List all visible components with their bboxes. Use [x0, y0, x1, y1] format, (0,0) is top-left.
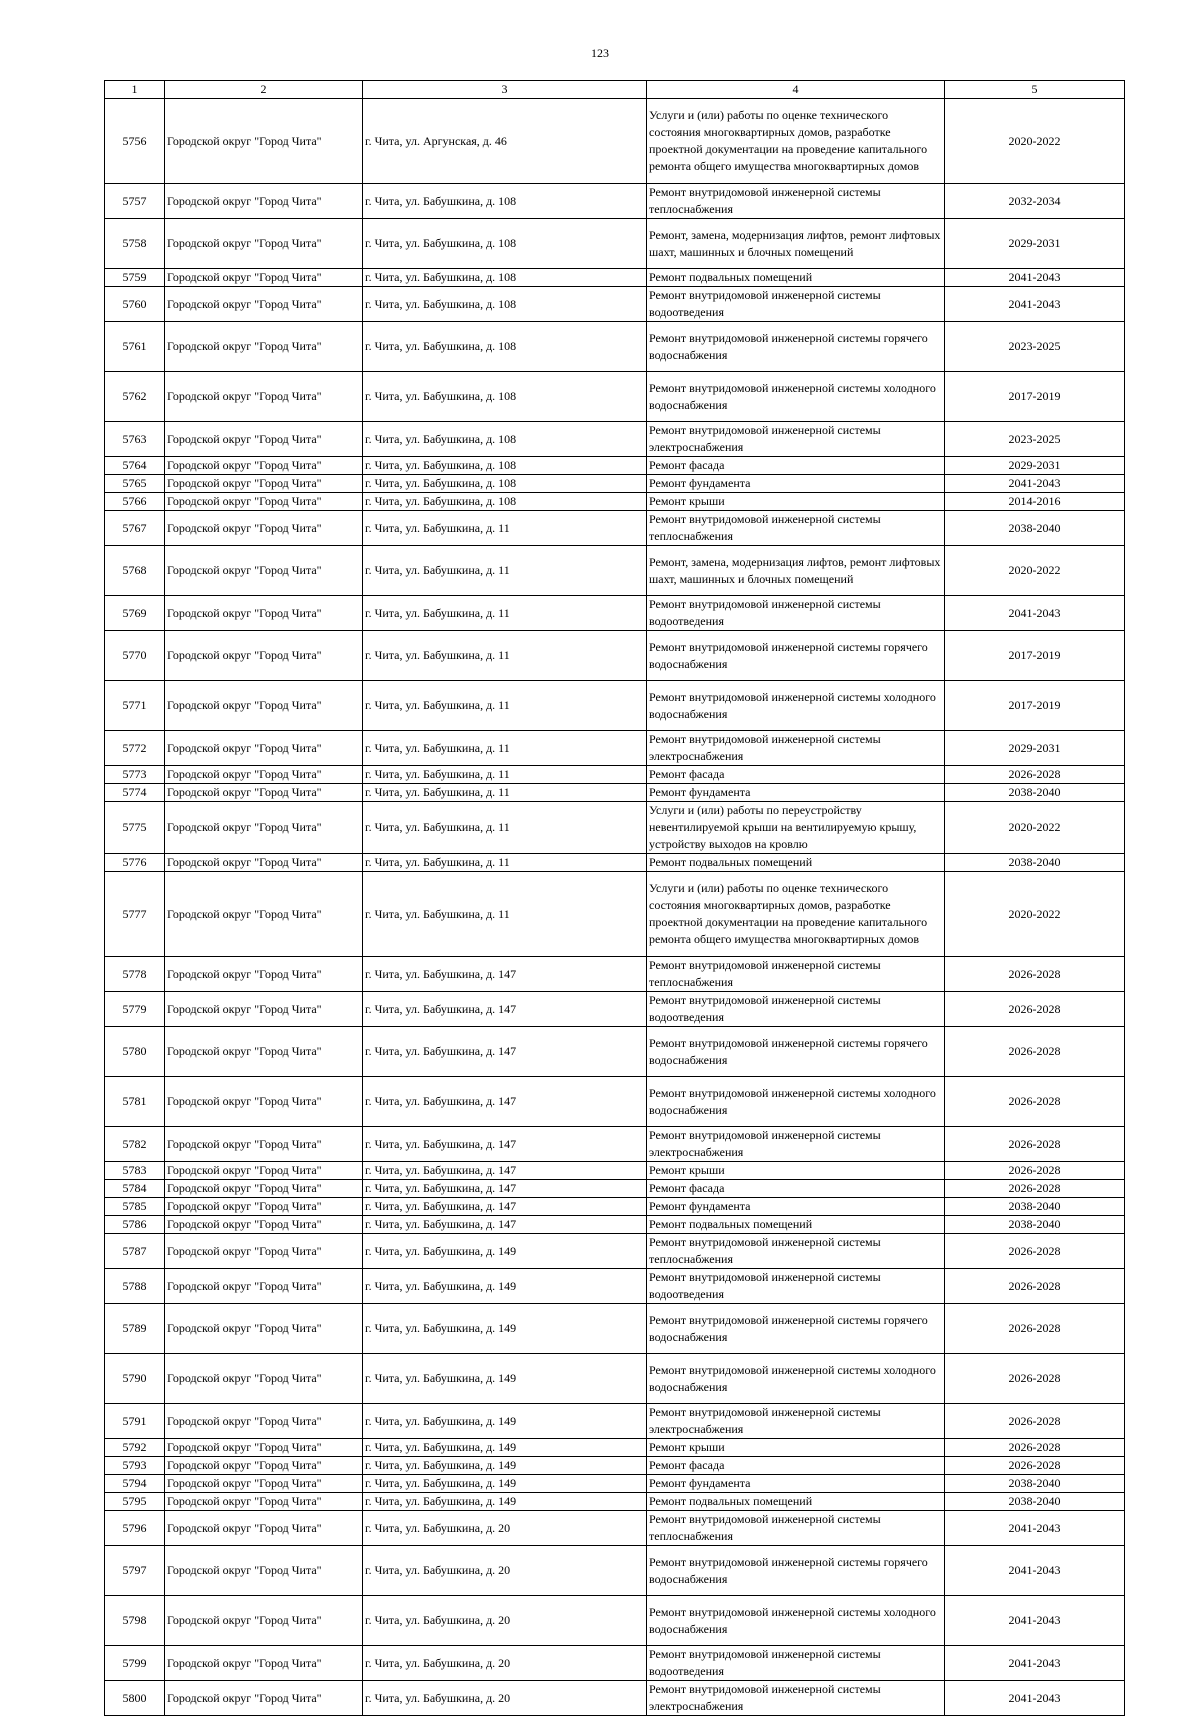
- work-type-cell: Ремонт крыши: [647, 493, 945, 511]
- period-cell: 2026-2028: [945, 1404, 1125, 1439]
- row-number-cell: 5773: [105, 766, 165, 784]
- work-type-cell: Ремонт фундамента: [647, 475, 945, 493]
- address-cell: г. Чита, ул. Бабушкина, д. 20: [363, 1681, 647, 1716]
- table-row: [105, 957, 1125, 992]
- municipality-cell: Городской округ "Город Чита": [165, 322, 363, 372]
- row-number-cell: 5770: [105, 631, 165, 681]
- municipality-cell: Городской округ "Город Чита": [165, 766, 363, 784]
- work-type-cell: Ремонт внутридомовой инженерной системы электроснабжения: [647, 1681, 945, 1716]
- municipality-cell: Городской округ "Город Чита": [165, 219, 363, 269]
- municipality-cell: Городской округ "Город Чита": [165, 731, 363, 766]
- period-cell: 2020-2022: [945, 99, 1125, 184]
- address-cell: г. Чита, ул. Бабушкина, д. 147: [363, 1180, 647, 1198]
- work-type-cell: Ремонт внутридомовой инженерной системы теплоснабжения: [647, 184, 945, 219]
- period-cell: 2023-2025: [945, 322, 1125, 372]
- work-type-cell: Ремонт внутридомовой инженерной системы холодного водоснабжения: [647, 681, 945, 731]
- address-cell: г. Чита, ул. Бабушкина, д. 149: [363, 1439, 647, 1457]
- row-number-cell: 5789: [105, 1304, 165, 1354]
- row-number-cell: 5783: [105, 1162, 165, 1180]
- work-type-cell: Ремонт крыши: [647, 1162, 945, 1180]
- municipality-cell: Городской округ "Город Чита": [165, 1198, 363, 1216]
- table-row: [105, 872, 1125, 957]
- address-cell: г. Чита, ул. Бабушкина, д. 11: [363, 631, 647, 681]
- municipality-cell: Городской округ "Город Чита": [165, 493, 363, 511]
- address-cell: г. Чита, ул. Бабушкина, д. 108: [363, 493, 647, 511]
- table-row: [105, 1269, 1125, 1304]
- period-cell: 2038-2040: [945, 511, 1125, 546]
- address-cell: г. Чита, ул. Бабушкина, д. 108: [363, 372, 647, 422]
- period-cell: 2041-2043: [945, 1596, 1125, 1646]
- table-row: [105, 731, 1125, 766]
- table-row: [105, 287, 1125, 322]
- table-row: [105, 546, 1125, 596]
- row-number-cell: 5769: [105, 596, 165, 631]
- work-type-cell: Ремонт внутридомовой инженерной системы водоотведения: [647, 287, 945, 322]
- address-cell: г. Чита, ул. Бабушкина, д. 108: [363, 475, 647, 493]
- period-cell: 2026-2028: [945, 1439, 1125, 1457]
- work-type-cell: Ремонт внутридомовой инженерной системы холодного водоснабжения: [647, 1354, 945, 1404]
- municipality-cell: Городской округ "Город Чита": [165, 596, 363, 631]
- work-type-cell: Услуги и (или) работы по оценке технического состояния многоквартирных домов, разработке проектной документации на проведение капитального ремонта общего имущества многоквартирных домов: [647, 872, 945, 957]
- table-row: [105, 802, 1125, 854]
- row-number-cell: 5780: [105, 1027, 165, 1077]
- municipality-cell: Городской округ "Город Чита": [165, 1354, 363, 1404]
- municipality-cell: Городской округ "Город Чита": [165, 1162, 363, 1180]
- row-number-cell: 5786: [105, 1216, 165, 1234]
- work-type-cell: Ремонт внутридомовой инженерной системы электроснабжения: [647, 1404, 945, 1439]
- address-cell: г. Чита, ул. Бабушкина, д. 11: [363, 596, 647, 631]
- municipality-cell: Городской округ "Город Чита": [165, 287, 363, 322]
- table-row: [105, 854, 1125, 872]
- address-cell: г. Чита, ул. Бабушкина, д. 149: [363, 1234, 647, 1269]
- municipality-cell: Городской округ "Город Чита": [165, 1304, 363, 1354]
- table-row: [105, 475, 1125, 493]
- row-number-cell: 5779: [105, 992, 165, 1027]
- period-cell: 2038-2040: [945, 854, 1125, 872]
- capital-repair-table: [104, 80, 1125, 1716]
- work-type-cell: Ремонт внутридомовой инженерной системы холодного водоснабжения: [647, 1596, 945, 1646]
- period-cell: 2041-2043: [945, 1646, 1125, 1681]
- address-cell: г. Чита, ул. Бабушкина, д. 149: [363, 1269, 647, 1304]
- work-type-cell: Ремонт внутридомовой инженерной системы горячего водоснабжения: [647, 1304, 945, 1354]
- address-cell: г. Чита, ул. Аргунская, д. 46: [363, 99, 647, 184]
- municipality-cell: Городской округ "Город Чита": [165, 184, 363, 219]
- work-type-cell: Ремонт фасада: [647, 1180, 945, 1198]
- municipality-cell: Городской округ "Город Чита": [165, 546, 363, 596]
- table-row: [105, 1354, 1125, 1404]
- period-cell: 2029-2031: [945, 731, 1125, 766]
- municipality-cell: Городской округ "Город Чита": [165, 681, 363, 731]
- row-number-cell: 5765: [105, 475, 165, 493]
- municipality-cell: Городской округ "Город Чита": [165, 99, 363, 184]
- address-cell: г. Чита, ул. Бабушкина, д. 149: [363, 1404, 647, 1439]
- municipality-cell: Городской округ "Город Чита": [165, 1596, 363, 1646]
- table-row: [105, 1646, 1125, 1681]
- row-number-cell: 5763: [105, 422, 165, 457]
- municipality-cell: Городской округ "Город Чита": [165, 1127, 363, 1162]
- period-cell: 2041-2043: [945, 287, 1125, 322]
- table-row: [105, 766, 1125, 784]
- row-number-cell: 5775: [105, 802, 165, 854]
- address-cell: г. Чита, ул. Бабушкина, д. 147: [363, 1127, 647, 1162]
- work-type-cell: Ремонт подвальных помещений: [647, 854, 945, 872]
- municipality-cell: Городской округ "Город Чита": [165, 1269, 363, 1304]
- table-row: [105, 1304, 1125, 1354]
- table-row: [105, 1077, 1125, 1127]
- table-row: [105, 1475, 1125, 1493]
- period-cell: 2038-2040: [945, 1216, 1125, 1234]
- work-type-cell: Ремонт фундамента: [647, 1475, 945, 1493]
- period-cell: 2026-2028: [945, 1234, 1125, 1269]
- work-type-cell: Ремонт внутридомовой инженерной системы водоотведения: [647, 596, 945, 631]
- work-type-cell: Ремонт подвальных помещений: [647, 269, 945, 287]
- municipality-cell: Городской округ "Город Чита": [165, 1027, 363, 1077]
- header-col-3: 3: [363, 81, 647, 99]
- period-cell: 2026-2028: [945, 957, 1125, 992]
- municipality-cell: Городской округ "Город Чита": [165, 269, 363, 287]
- work-type-cell: Ремонт внутридомовой инженерной системы водоотведения: [647, 992, 945, 1027]
- municipality-cell: Городской округ "Город Чита": [165, 372, 363, 422]
- address-cell: г. Чита, ул. Бабушкина, д. 108: [363, 322, 647, 372]
- row-number-cell: 5800: [105, 1681, 165, 1716]
- municipality-cell: Городской округ "Город Чита": [165, 1681, 363, 1716]
- row-number-cell: 5762: [105, 372, 165, 422]
- address-cell: г. Чита, ул. Бабушкина, д. 11: [363, 854, 647, 872]
- municipality-cell: Городской округ "Город Чита": [165, 784, 363, 802]
- work-type-cell: Ремонт внутридомовой инженерной системы горячего водоснабжения: [647, 1546, 945, 1596]
- page-number: 123: [591, 46, 609, 60]
- address-cell: г. Чита, ул. Бабушкина, д. 11: [363, 802, 647, 854]
- table-row: [105, 784, 1125, 802]
- municipality-cell: Городской округ "Город Чита": [165, 511, 363, 546]
- row-number-cell: 5768: [105, 546, 165, 596]
- table-row: [105, 1511, 1125, 1546]
- municipality-cell: Городской округ "Город Чита": [165, 1234, 363, 1269]
- row-number-cell: 5787: [105, 1234, 165, 1269]
- row-number-cell: 5776: [105, 854, 165, 872]
- municipality-cell: Городской округ "Город Чита": [165, 1180, 363, 1198]
- work-type-cell: Ремонт внутридомовой инженерной системы водоотведения: [647, 1269, 945, 1304]
- period-cell: 2038-2040: [945, 784, 1125, 802]
- municipality-cell: Городской округ "Город Чита": [165, 457, 363, 475]
- work-type-cell: Ремонт внутридомовой инженерной системы холодного водоснабжения: [647, 372, 945, 422]
- municipality-cell: Городской округ "Город Чита": [165, 1493, 363, 1511]
- work-type-cell: Ремонт, замена, модернизация лифтов, ремонт лифтовых шахт, машинных и блочных помещений: [647, 219, 945, 269]
- address-cell: г. Чита, ул. Бабушкина, д. 147: [363, 1216, 647, 1234]
- municipality-cell: Городской округ "Город Чита": [165, 992, 363, 1027]
- header-col-4: 4: [647, 81, 945, 99]
- municipality-cell: Городской округ "Город Чита": [165, 1511, 363, 1546]
- period-cell: 2041-2043: [945, 1511, 1125, 1546]
- period-cell: 2023-2025: [945, 422, 1125, 457]
- address-cell: г. Чита, ул. Бабушкина, д. 108: [363, 422, 647, 457]
- period-cell: 2041-2043: [945, 1681, 1125, 1716]
- table-row: [105, 99, 1125, 184]
- table-row: [105, 992, 1125, 1027]
- address-cell: г. Чита, ул. Бабушкина, д. 20: [363, 1596, 647, 1646]
- row-number-cell: 5771: [105, 681, 165, 731]
- work-type-cell: Ремонт подвальных помещений: [647, 1216, 945, 1234]
- period-cell: 2026-2028: [945, 766, 1125, 784]
- table-row: [105, 1439, 1125, 1457]
- period-cell: 2026-2028: [945, 992, 1125, 1027]
- table-row: [105, 681, 1125, 731]
- work-type-cell: Ремонт внутридомовой инженерной системы электроснабжения: [647, 731, 945, 766]
- table-body: [105, 99, 1125, 1716]
- row-number-cell: 5790: [105, 1354, 165, 1404]
- period-cell: 2038-2040: [945, 1475, 1125, 1493]
- municipality-cell: Городской округ "Город Чита": [165, 1546, 363, 1596]
- period-cell: 2026-2028: [945, 1127, 1125, 1162]
- row-number-cell: 5777: [105, 872, 165, 957]
- period-cell: 2026-2028: [945, 1304, 1125, 1354]
- address-cell: г. Чита, ул. Бабушкина, д. 149: [363, 1457, 647, 1475]
- table-row: [105, 1216, 1125, 1234]
- municipality-cell: Городской округ "Город Чита": [165, 475, 363, 493]
- work-type-cell: Ремонт внутридомовой инженерной системы водоотведения: [647, 1646, 945, 1681]
- address-cell: г. Чита, ул. Бабушкина, д. 149: [363, 1475, 647, 1493]
- row-number-cell: 5781: [105, 1077, 165, 1127]
- address-cell: г. Чита, ул. Бабушкина, д. 149: [363, 1304, 647, 1354]
- row-number-cell: 5767: [105, 511, 165, 546]
- period-cell: 2017-2019: [945, 631, 1125, 681]
- row-number-cell: 5791: [105, 1404, 165, 1439]
- address-cell: г. Чита, ул. Бабушкина, д. 108: [363, 457, 647, 475]
- table-row: [105, 269, 1125, 287]
- period-cell: 2032-2034: [945, 184, 1125, 219]
- table-row: [105, 322, 1125, 372]
- row-number-cell: 5764: [105, 457, 165, 475]
- address-cell: г. Чита, ул. Бабушкина, д. 149: [363, 1354, 647, 1404]
- row-number-cell: 5774: [105, 784, 165, 802]
- header-row: [105, 81, 1125, 99]
- row-number-cell: 5792: [105, 1439, 165, 1457]
- municipality-cell: Городской округ "Город Чита": [165, 854, 363, 872]
- work-type-cell: Ремонт фундамента: [647, 784, 945, 802]
- work-type-cell: Ремонт внутридомовой инженерной системы горячего водоснабжения: [647, 322, 945, 372]
- table-row: [105, 1162, 1125, 1180]
- row-number-cell: 5785: [105, 1198, 165, 1216]
- address-cell: г. Чита, ул. Бабушкина, д. 11: [363, 766, 647, 784]
- period-cell: 2041-2043: [945, 596, 1125, 631]
- work-type-cell: Ремонт внутридомовой инженерной системы теплоснабжения: [647, 957, 945, 992]
- row-number-cell: 5761: [105, 322, 165, 372]
- period-cell: 2017-2019: [945, 372, 1125, 422]
- period-cell: 2026-2028: [945, 1354, 1125, 1404]
- municipality-cell: Городской округ "Город Чита": [165, 802, 363, 854]
- address-cell: г. Чита, ул. Бабушкина, д. 108: [363, 219, 647, 269]
- municipality-cell: Городской округ "Город Чита": [165, 1457, 363, 1475]
- row-number-cell: 5788: [105, 1269, 165, 1304]
- table-row: [105, 1493, 1125, 1511]
- period-cell: 2020-2022: [945, 802, 1125, 854]
- table-row: [105, 1457, 1125, 1475]
- table-row: [105, 1234, 1125, 1269]
- header-col-5: 5: [945, 81, 1125, 99]
- table-row: [105, 372, 1125, 422]
- row-number-cell: 5798: [105, 1596, 165, 1646]
- header-col-2: 2: [165, 81, 363, 99]
- work-type-cell: Ремонт, замена, модернизация лифтов, ремонт лифтовых шахт, машинных и блочных помещений: [647, 546, 945, 596]
- row-number-cell: 5782: [105, 1127, 165, 1162]
- municipality-cell: Городской округ "Город Чита": [165, 957, 363, 992]
- table-row: [105, 219, 1125, 269]
- municipality-cell: Городской округ "Город Чита": [165, 422, 363, 457]
- table-row: [105, 1404, 1125, 1439]
- address-cell: г. Чита, ул. Бабушкина, д. 11: [363, 681, 647, 731]
- address-cell: г. Чита, ул. Бабушкина, д. 11: [363, 784, 647, 802]
- table-row: [105, 511, 1125, 546]
- work-type-cell: Ремонт фасада: [647, 457, 945, 475]
- address-cell: г. Чита, ул. Бабушкина, д. 20: [363, 1546, 647, 1596]
- period-cell: 2017-2019: [945, 681, 1125, 731]
- period-cell: 2026-2028: [945, 1457, 1125, 1475]
- municipality-cell: Городской округ "Город Чита": [165, 1439, 363, 1457]
- period-cell: 2029-2031: [945, 219, 1125, 269]
- table-row: [105, 1198, 1125, 1216]
- address-cell: г. Чита, ул. Бабушкина, д. 11: [363, 511, 647, 546]
- municipality-cell: Городской округ "Город Чита": [165, 872, 363, 957]
- work-type-cell: Ремонт подвальных помещений: [647, 1493, 945, 1511]
- work-type-cell: Услуги и (или) работы по переустройству невентилируемой крыши на вентилируемую крышу, устройству выходов на кровлю: [647, 802, 945, 854]
- address-cell: г. Чита, ул. Бабушкина, д. 147: [363, 1077, 647, 1127]
- period-cell: 2038-2040: [945, 1198, 1125, 1216]
- municipality-cell: Городской округ "Город Чита": [165, 1216, 363, 1234]
- work-type-cell: Ремонт внутридомовой инженерной системы горячего водоснабжения: [647, 1027, 945, 1077]
- work-type-cell: Ремонт внутридомовой инженерной системы теплоснабжения: [647, 511, 945, 546]
- municipality-cell: Городской округ "Город Чита": [165, 1077, 363, 1127]
- address-cell: г. Чита, ул. Бабушкина, д. 108: [363, 287, 647, 322]
- row-number-cell: 5760: [105, 287, 165, 322]
- work-type-cell: Ремонт внутридомовой инженерной системы теплоснабжения: [647, 1234, 945, 1269]
- table-row: [105, 1681, 1125, 1716]
- address-cell: г. Чита, ул. Бабушкина, д. 147: [363, 1162, 647, 1180]
- period-cell: 2026-2028: [945, 1027, 1125, 1077]
- row-number-cell: 5796: [105, 1511, 165, 1546]
- municipality-cell: Городской округ "Город Чита": [165, 1475, 363, 1493]
- address-cell: г. Чита, ул. Бабушкина, д. 20: [363, 1511, 647, 1546]
- address-cell: г. Чита, ул. Бабушкина, д. 11: [363, 872, 647, 957]
- header-col-1: 1: [105, 81, 165, 99]
- work-type-cell: Услуги и (или) работы по оценке технического состояния многоквартирных домов, разработке проектной документации на проведение капитального ремонта общего имущества многоквартирных домов: [647, 99, 945, 184]
- table-row: [105, 631, 1125, 681]
- table-row: [105, 596, 1125, 631]
- address-cell: г. Чита, ул. Бабушкина, д. 147: [363, 1198, 647, 1216]
- period-cell: 2014-2016: [945, 493, 1125, 511]
- table-row: [105, 493, 1125, 511]
- period-cell: 2029-2031: [945, 457, 1125, 475]
- period-cell: 2041-2043: [945, 1546, 1125, 1596]
- row-number-cell: 5799: [105, 1646, 165, 1681]
- row-number-cell: 5758: [105, 219, 165, 269]
- address-cell: г. Чита, ул. Бабушкина, д. 20: [363, 1646, 647, 1681]
- municipality-cell: Городской округ "Город Чита": [165, 1404, 363, 1439]
- address-cell: г. Чита, ул. Бабушкина, д. 147: [363, 992, 647, 1027]
- period-cell: 2026-2028: [945, 1077, 1125, 1127]
- work-type-cell: Ремонт фасада: [647, 766, 945, 784]
- municipality-cell: Городской округ "Город Чита": [165, 631, 363, 681]
- address-cell: г. Чита, ул. Бабушкина, д. 11: [363, 731, 647, 766]
- municipality-cell: Городской округ "Город Чита": [165, 1646, 363, 1681]
- table-row: [105, 1180, 1125, 1198]
- period-cell: 2026-2028: [945, 1180, 1125, 1198]
- address-cell: г. Чита, ул. Бабушкина, д. 108: [363, 269, 647, 287]
- work-type-cell: Ремонт внутридомовой инженерной системы теплоснабжения: [647, 1511, 945, 1546]
- table-row: [105, 422, 1125, 457]
- table-row: [105, 1027, 1125, 1077]
- address-cell: г. Чита, ул. Бабушкина, д. 147: [363, 1027, 647, 1077]
- period-cell: 2041-2043: [945, 269, 1125, 287]
- row-number-cell: 5766: [105, 493, 165, 511]
- period-cell: 2020-2022: [945, 872, 1125, 957]
- address-cell: г. Чита, ул. Бабушкина, д. 147: [363, 957, 647, 992]
- work-type-cell: Ремонт крыши: [647, 1439, 945, 1457]
- row-number-cell: 5759: [105, 269, 165, 287]
- address-cell: г. Чита, ул. Бабушкина, д. 11: [363, 546, 647, 596]
- period-cell: 2026-2028: [945, 1269, 1125, 1304]
- row-number-cell: 5784: [105, 1180, 165, 1198]
- row-number-cell: 5797: [105, 1546, 165, 1596]
- period-cell: 2038-2040: [945, 1493, 1125, 1511]
- table-row: [105, 1127, 1125, 1162]
- table-row: [105, 457, 1125, 475]
- row-number-cell: 5772: [105, 731, 165, 766]
- work-type-cell: Ремонт фасада: [647, 1457, 945, 1475]
- work-type-cell: Ремонт внутридомовой инженерной системы горячего водоснабжения: [647, 631, 945, 681]
- work-type-cell: Ремонт внутридомовой инженерной системы электроснабжения: [647, 1127, 945, 1162]
- work-type-cell: Ремонт внутридомовой инженерной системы электроснабжения: [647, 422, 945, 457]
- row-number-cell: 5795: [105, 1493, 165, 1511]
- work-type-cell: Ремонт внутридомовой инженерной системы холодного водоснабжения: [647, 1077, 945, 1127]
- row-number-cell: 5778: [105, 957, 165, 992]
- period-cell: 2041-2043: [945, 475, 1125, 493]
- row-number-cell: 5794: [105, 1475, 165, 1493]
- period-cell: 2020-2022: [945, 546, 1125, 596]
- row-number-cell: 5757: [105, 184, 165, 219]
- work-type-cell: Ремонт фундамента: [647, 1198, 945, 1216]
- period-cell: 2026-2028: [945, 1162, 1125, 1180]
- row-number-cell: 5793: [105, 1457, 165, 1475]
- table-row: [105, 1546, 1125, 1596]
- table-row: [105, 1596, 1125, 1646]
- row-number-cell: 5756: [105, 99, 165, 184]
- address-cell: г. Чита, ул. Бабушкина, д. 108: [363, 184, 647, 219]
- table-row: [105, 184, 1125, 219]
- address-cell: г. Чита, ул. Бабушкина, д. 149: [363, 1493, 647, 1511]
